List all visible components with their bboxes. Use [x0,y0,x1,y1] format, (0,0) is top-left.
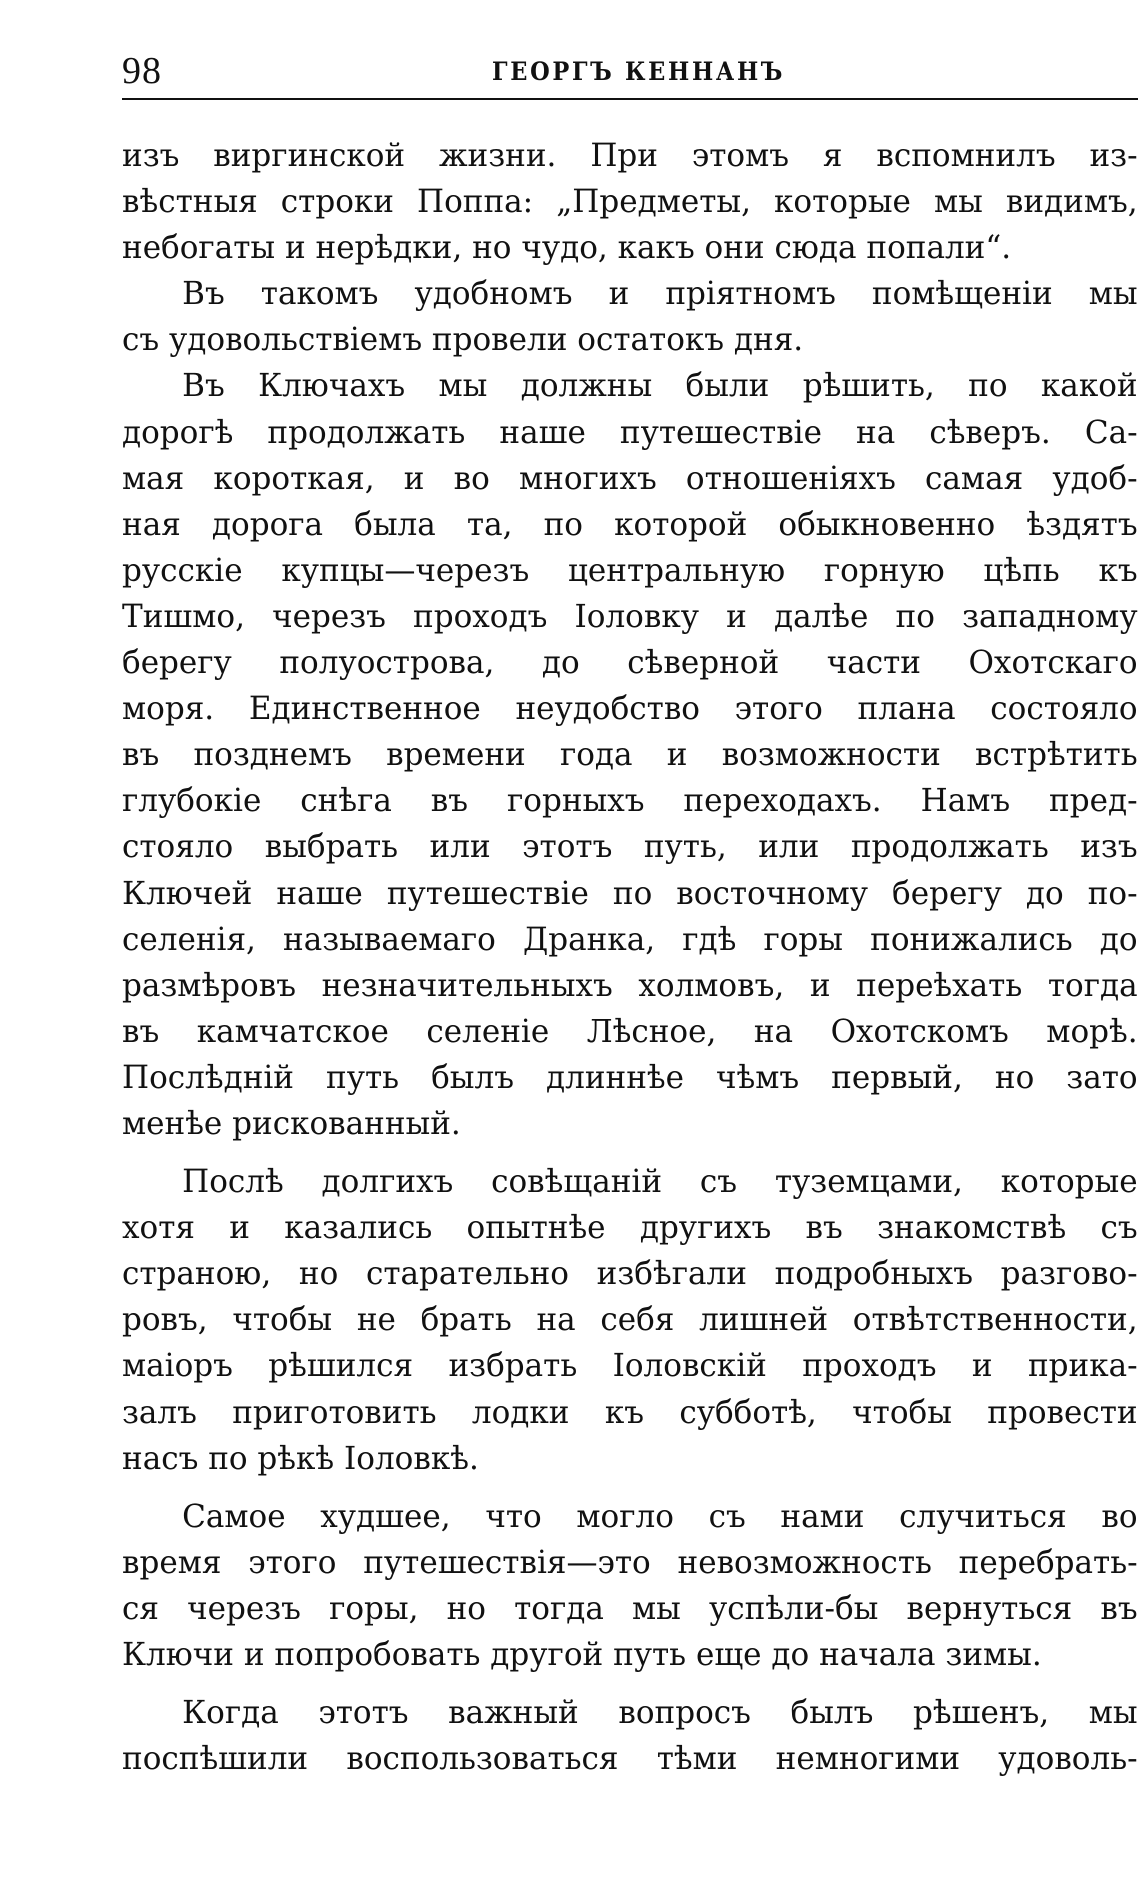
text-line: Послѣ долгихъ совѣщаній съ туземцами, которые [182,1162,1138,1201]
paragraph [122,270,1138,362]
text-line: дорогѣ продолжать наше путешествіе на сѣверъ. Са- [122,412,1138,451]
text-line: менѣе рискованный. [122,1103,461,1142]
paragraph [122,362,1138,1146]
text-line: ся черезъ горы, но тогда мы успѣли-бы вернуться въ [122,1588,1138,1627]
text-line: въ позднемъ времени года и возможности встрѣтить [122,735,1138,774]
text-line: изъ виргинской жизни. При этомъ я вспомнилъ из- [122,136,1138,174]
text-line: Въ Ключахъ мы должны были рѣшить, по какой [182,366,1138,405]
text-line: Ключей наше путешествіе по восточному берегу до по- [122,873,1138,912]
body-text [122,132,1138,1781]
text-line: Когда этотъ важный вопросъ былъ рѣшенъ, мы [182,1693,1138,1732]
text-line: ная дорога была та, по которой обыкновенно ѣздятъ [122,504,1138,543]
text-line: Въ такомъ удобномъ и пріятномъ помѣщеніи мы [182,274,1138,313]
text-line: съ удовольствіемъ провели остатокъ дня. [122,320,804,359]
text-line: залъ приготовить лодки къ субботѣ, чтобы провести [122,1392,1138,1431]
text-line: русскіе купцы—черезъ центральную горную цѣпь къ [122,550,1138,589]
text-line: берегу полуострова, до сѣверной части Охотскаго [122,643,1138,682]
text-line: Тишмо, черезъ проходъ Іоловку и далѣе по западному [122,596,1138,635]
paragraph [122,1493,1138,1677]
text-line: насъ по рѣкѣ Іоловкѣ. [122,1438,479,1477]
text-line: размѣровъ незначительныхъ холмовъ, и переѣхать тогда [122,965,1138,1004]
paragraph [122,1689,1138,1781]
text-line: въ камчатское селеніе Лѣсное, на Охотскомъ морѣ. [122,1011,1138,1050]
text-line: хотя и казались опытнѣе другихъ въ знакомствѣ съ [122,1208,1138,1247]
paragraph [122,1158,1138,1481]
text-line: маіоръ рѣшился избрать Іоловскій проходъ и прика- [122,1346,1138,1385]
text-line: моря. Единственное неудобство этого плана состояло [122,689,1138,728]
text-line: стояло выбрать или этотъ путь, или продолжать изъ [122,827,1138,866]
text-line: небогаты и нерѣдки, но чудо, какъ они сюда попали“. [122,228,1012,267]
running-head: ГЕОРГЪ КЕННАНЪ [492,57,786,86]
paragraph [122,132,1138,270]
page-number: 98 [122,50,162,92]
text-line: мая короткая, и во многихъ отношеніяхъ самая удоб- [122,458,1138,497]
text-line: селенія, называемаго Дранка, гдѣ горы понижались до [122,919,1138,958]
text-line: Послѣдній путь былъ длиннѣе чѣмъ первый, но зато [122,1057,1138,1096]
text-line: ровъ, чтобы не брать на себя лишней отвѣтственности, [122,1300,1138,1339]
text-line: время этого путешествія—это невозможность перебрать- [122,1542,1138,1581]
text-line: Самое худшее, что могло съ нами случиться во [182,1496,1138,1535]
text-line: глубокіе снѣга въ горныхъ переходахъ. Намъ пред- [122,781,1138,820]
page-header [122,48,1140,94]
paragraph-gap [122,1677,1138,1689]
header-rule [122,98,1138,100]
paragraph-gap [122,1146,1138,1158]
text-line: Ключи и попробовать другой путь еще до начала зимы. [122,1635,1042,1673]
text-line: страною, но старательно избѣгали подробныхъ разгово- [122,1254,1138,1293]
text-line: поспѣшили воспользоваться тѣми немногими удоволь- [122,1739,1138,1778]
text-line: вѣстныя строки Поппа: „Предметы, которые мы видимъ, [122,182,1138,221]
paragraph-gap [122,1481,1138,1493]
